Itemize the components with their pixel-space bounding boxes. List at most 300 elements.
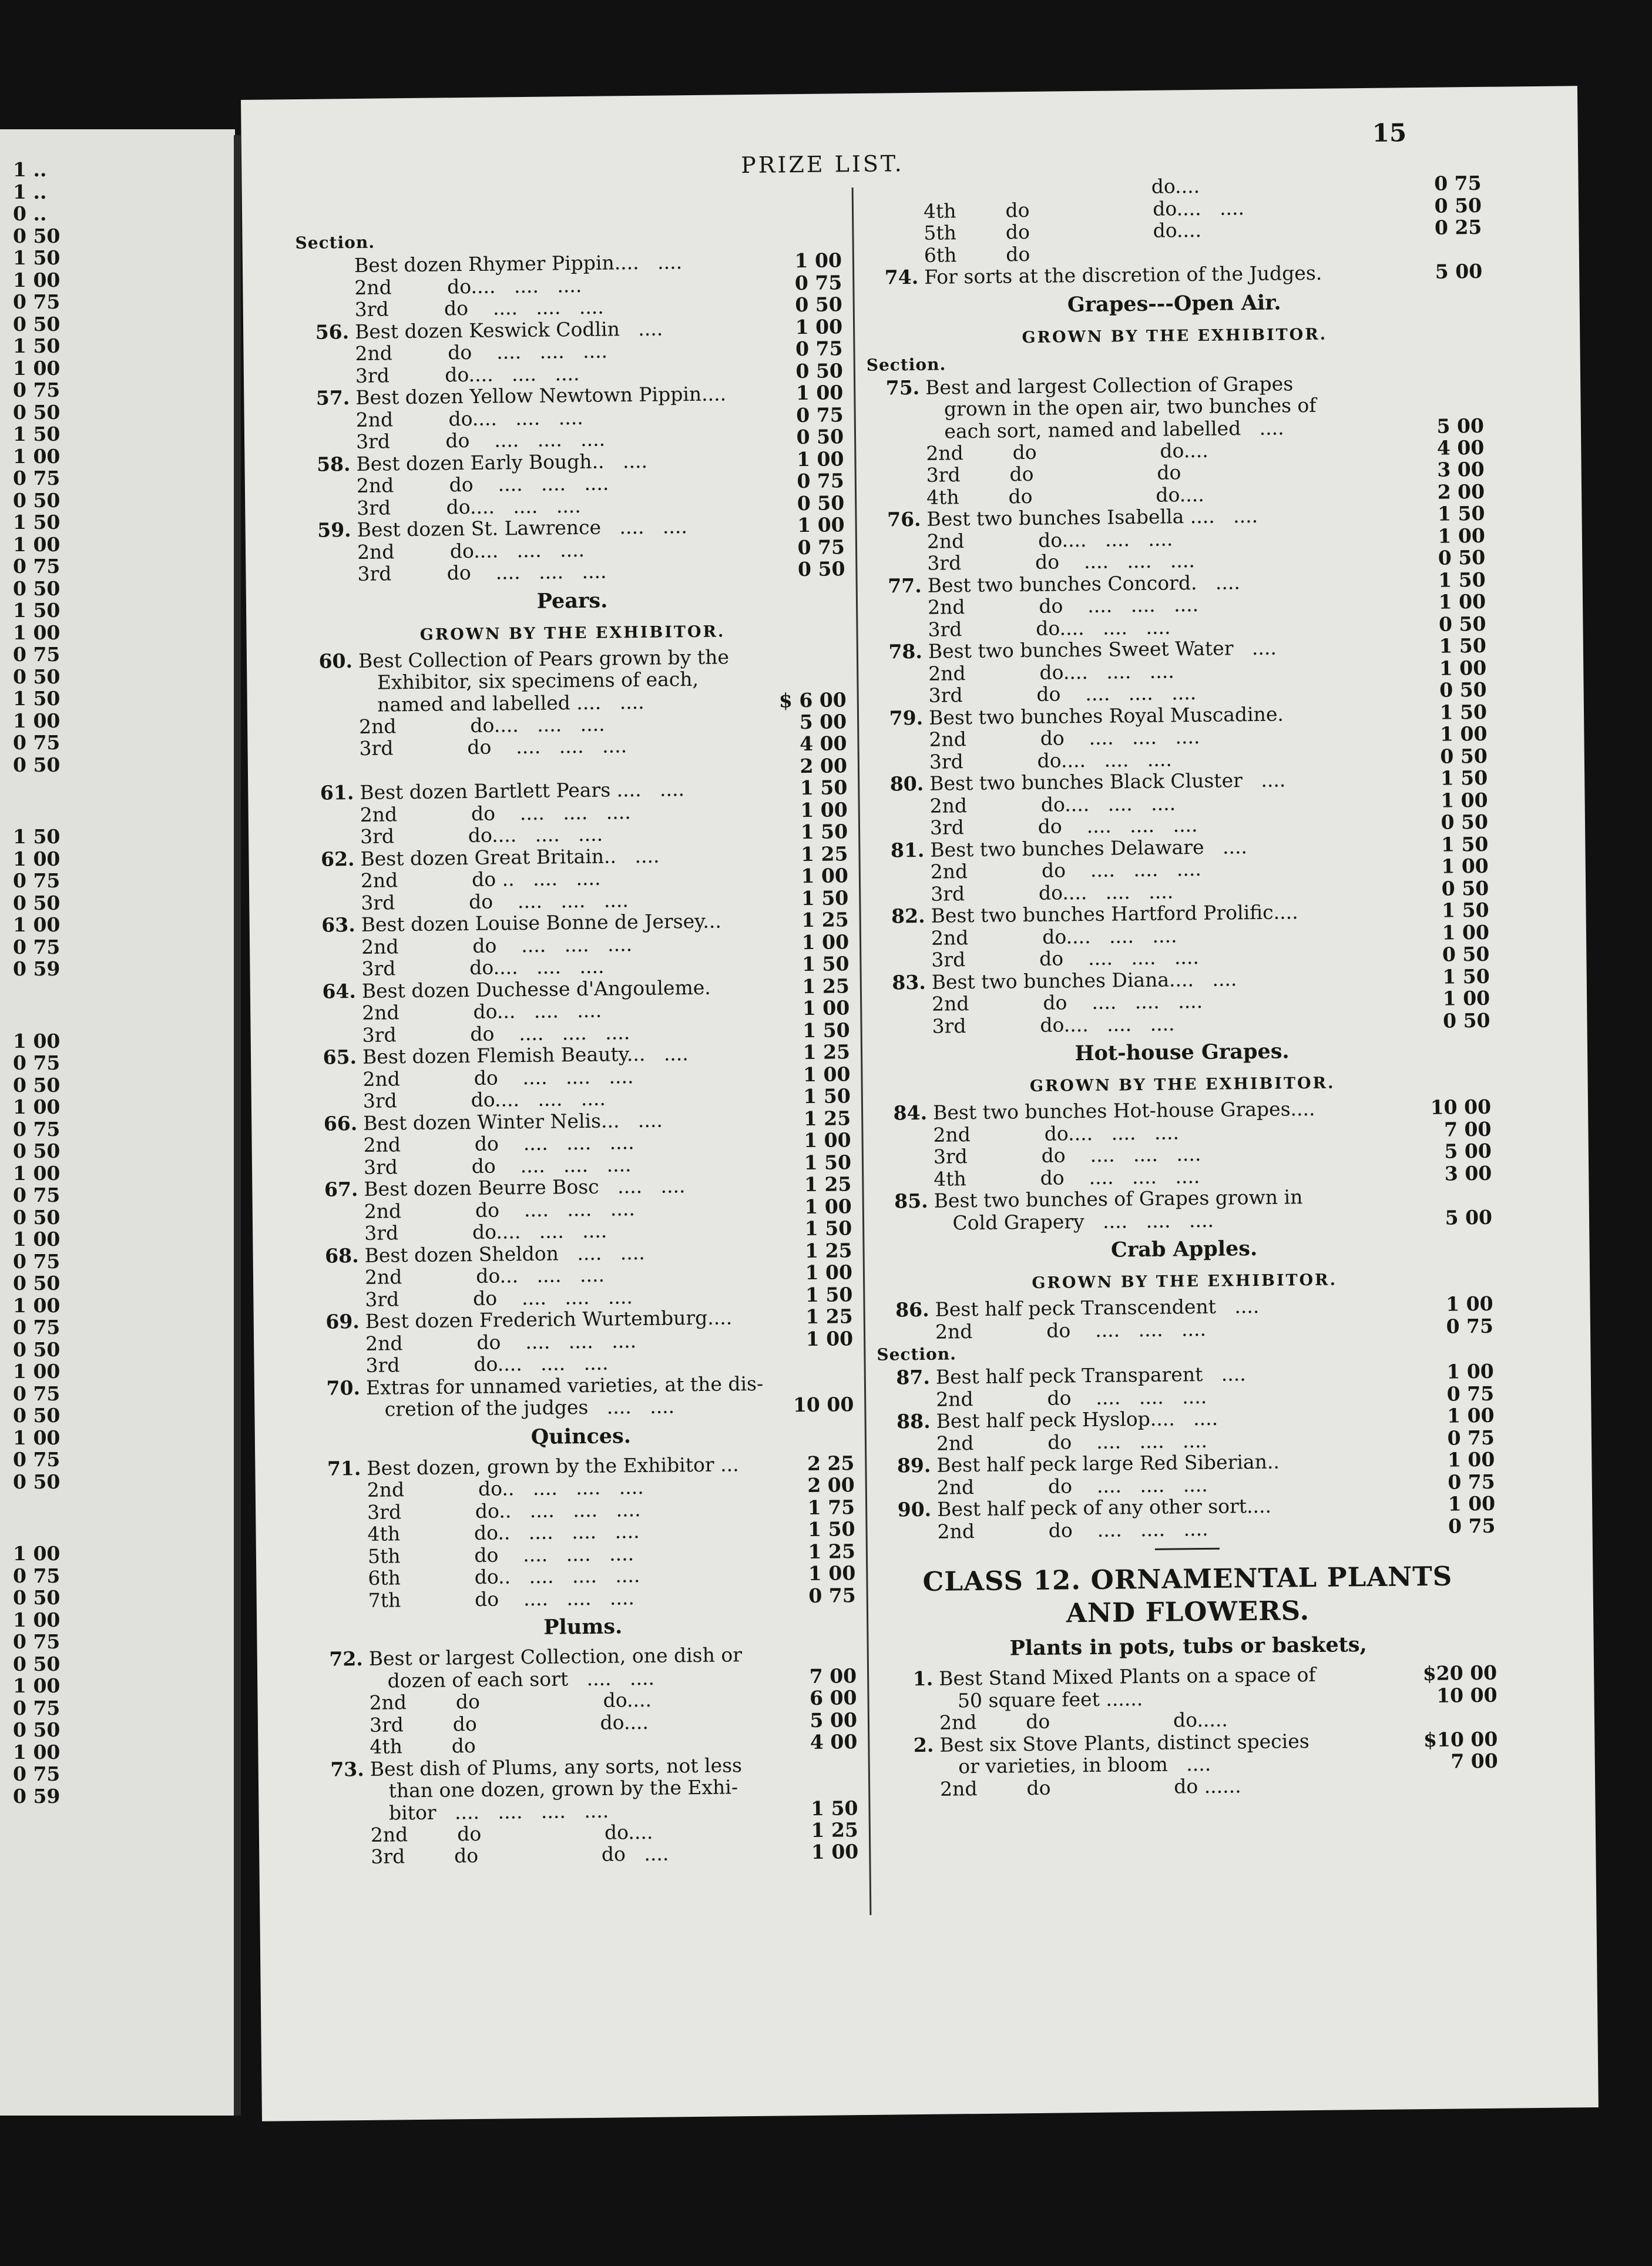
- prize-amount-second: 7 00: [1450, 1749, 1498, 1773]
- left-amount: 1 50: [13, 825, 61, 848]
- prize-amount: 1 25: [801, 908, 849, 932]
- entry-number: 63.: [321, 913, 355, 937]
- prize-amount: 10 00: [1430, 1095, 1492, 1119]
- left-amount: 1 00: [13, 913, 61, 936]
- entry-number: [297, 409, 350, 410]
- entry-number: 73.: [330, 1757, 364, 1781]
- entry-number: [311, 1736, 364, 1737]
- left-amount: 1 00: [13, 1426, 61, 1449]
- entry-number: [865, 222, 918, 223]
- prize-amount: 1 25: [804, 1172, 852, 1196]
- right-page: [241, 86, 1599, 2121]
- entry-description: Best two bunches Hartford Prolific....: [931, 900, 1298, 927]
- prize-amount: 0 50: [795, 293, 842, 317]
- entry-number: [872, 861, 925, 862]
- entry-description: 2nd do .... .... ....: [361, 932, 633, 958]
- entry-description: Best half peck Transparent ....: [935, 1362, 1246, 1389]
- prize-amount: 0 75: [1446, 1382, 1495, 1406]
- entry-description: Best and largest Collection of Grapes grown in the open air, two bunches of each sort, named and labelled ....: [925, 371, 1317, 443]
- entry-number: 85.: [894, 1189, 928, 1213]
- left-amount: 0 50: [13, 1586, 61, 1609]
- entry-description: 4th do do....: [926, 482, 1204, 509]
- left-amount: 0 75: [13, 1630, 61, 1653]
- section-label: Section.: [295, 232, 375, 253]
- entry-number: [878, 1520, 931, 1521]
- prize-amount: 5 00: [799, 709, 847, 733]
- entry-description: 6th do: [924, 242, 1030, 267]
- entry-number: [868, 530, 921, 531]
- entry-number: 86.: [895, 1298, 929, 1322]
- prize-amount-second: 10 00: [1436, 1683, 1497, 1707]
- left-amount: 1 00: [13, 1161, 61, 1185]
- entry-description: 4th do do.... ....: [923, 196, 1245, 223]
- entry-number: 59.: [317, 518, 351, 542]
- prize-amount: 1 00: [805, 1326, 854, 1350]
- prize-amount: 1 00: [1442, 986, 1490, 1010]
- prize-amount: 1 50: [804, 1150, 852, 1174]
- prize-amount: 1 50: [1439, 633, 1487, 658]
- prize-amount: 0 50: [1438, 612, 1486, 636]
- prize-amount: 1 00: [1446, 1403, 1495, 1427]
- left-amount: 0 75: [13, 1696, 61, 1719]
- section-heading: Hot-house Grapes.: [1075, 1039, 1290, 1066]
- entry-number: 66.: [323, 1111, 358, 1135]
- entry-description: Extras for unnamed varieties, at the dis- cretion of the judges .... ....: [365, 1372, 764, 1421]
- entry-description: 3rd do do: [926, 461, 1181, 487]
- entry-description: 3rd do.... .... ....: [355, 361, 580, 387]
- left-amount: 0 50: [13, 753, 61, 776]
- prize-entry: [312, 1841, 858, 1868]
- entry-description: 2nd do .... .... ....: [936, 1473, 1208, 1499]
- prize-amount: 1 50: [1437, 501, 1485, 525]
- prize-amount: 0 50: [796, 425, 844, 449]
- entry-description: 2nd do .... .... ....: [355, 339, 608, 365]
- entry-number: [308, 1479, 361, 1480]
- entry-description: Best dozen Duchesse d'Angouleme.: [361, 976, 711, 1003]
- left-amount: 1 ..: [13, 180, 47, 203]
- left-amount: 1 00: [13, 1740, 61, 1764]
- section-subheading: GROWN BY THE EXHIBITOR.: [1029, 1074, 1335, 1096]
- prize-amount: 0 50: [1442, 1008, 1490, 1033]
- entry-number: [875, 1146, 928, 1147]
- entry-description: Best half peck large Red Siberian..: [936, 1450, 1280, 1477]
- entry-number: [869, 618, 922, 619]
- entry-number: 81.: [890, 838, 925, 862]
- entry-number: 78.: [888, 639, 923, 663]
- prize-amount: 1 25: [802, 974, 850, 998]
- left-amount: 0 75: [13, 290, 61, 313]
- prize-amount: 1 00: [1441, 854, 1489, 878]
- prize-amount: 1 00: [1446, 1359, 1494, 1383]
- entry-description: Best dozen Rhymer Pippin.... ....: [354, 250, 683, 277]
- entry-description: 2nd do .... .... ....: [935, 1317, 1207, 1343]
- prize-amount: 1 50: [800, 820, 848, 844]
- left-amount: 1 00: [13, 356, 61, 380]
- left-amount: 1 00: [13, 1608, 61, 1631]
- prize-amount: 1 00: [808, 1561, 856, 1585]
- entry-number: 84.: [893, 1101, 928, 1125]
- entry-description: Best or largest Collection, one dish or dozen of each sort .... ....: [368, 1643, 743, 1692]
- entry-description: 2nd do do ......: [939, 1774, 1241, 1801]
- entry-number: 75.: [885, 376, 920, 400]
- left-amount: 0 75: [13, 1382, 61, 1405]
- entry-number: 56.: [315, 320, 350, 344]
- prize-amount: 1 50: [803, 1018, 850, 1042]
- entry-number: 74.: [884, 265, 919, 289]
- left-amount: 0 75: [13, 869, 61, 892]
- entry-number: [871, 750, 924, 751]
- entry-description: 2nd do.... .... ....: [355, 405, 583, 431]
- section-label: Section.: [877, 1344, 957, 1365]
- prize-entry: [867, 370, 1484, 443]
- left-amount: 0 75: [13, 1117, 61, 1141]
- entry-number: 79.: [889, 706, 924, 729]
- prize-amount: 1 50: [1440, 766, 1488, 790]
- entry-number: [877, 1388, 930, 1389]
- page-number: 15: [1372, 118, 1407, 148]
- prize-amount: 1 00: [797, 513, 845, 537]
- prize-entry: [307, 1372, 854, 1422]
- left-amount: 0 50: [13, 1404, 61, 1427]
- prize-amount: 0 75: [1434, 171, 1482, 195]
- left-amount: 1 50: [13, 599, 61, 622]
- entry-description: 3rd do.... .... ....: [928, 615, 1171, 641]
- prize-amount: 0 75: [794, 270, 842, 294]
- entry-description: 2nd do .... .... ....: [931, 989, 1203, 1015]
- left-amount: 0 59: [13, 957, 61, 980]
- prize-amount: 1 00: [1441, 788, 1488, 812]
- left-amount: 0 75: [13, 643, 61, 666]
- entry-number: [867, 442, 920, 443]
- entry-number: [877, 1320, 929, 1321]
- entry-number: [878, 1476, 931, 1477]
- prize-amount: 1 00: [804, 1194, 852, 1218]
- entry-description: 5th do .... .... ....: [367, 1541, 634, 1568]
- left-amount: 1 00: [13, 1293, 61, 1317]
- entry-description: 2nd do.... .... ....: [931, 923, 1177, 950]
- entry-number: 87.: [896, 1365, 931, 1389]
- left-amount: 1 00: [13, 621, 61, 644]
- left-amount: 0 75: [13, 1249, 61, 1273]
- entry-description: 3rd do.... .... ....: [932, 1011, 1175, 1038]
- entry-description: 2nd do .... .... ....: [936, 1429, 1208, 1455]
- left-amount: 1 00: [13, 847, 61, 870]
- prize-amount: 0 75: [795, 337, 843, 361]
- entry-description: 2nd do .... .... ....: [937, 1517, 1208, 1543]
- entry-number: [872, 949, 925, 950]
- entry-description: 2nd do... .... ....: [362, 998, 602, 1024]
- prize-amount: 6 00: [809, 1686, 857, 1710]
- prize-amount: 1 00: [805, 1261, 853, 1285]
- entry-description: Best dozen St. Lawrence .... ....: [357, 515, 688, 541]
- entry-number: [310, 1589, 362, 1590]
- prize-amount: 0 75: [1448, 1470, 1495, 1494]
- prize-amount: 1 00: [800, 797, 848, 822]
- section-label: Section.: [866, 354, 946, 375]
- prize-amount: 0 50: [795, 358, 844, 383]
- prize-amount: 1 00: [1439, 722, 1488, 746]
- prize-amount: 1 25: [804, 1238, 852, 1262]
- left-amount: 0 75: [13, 467, 61, 490]
- entry-description: Best dozen Early Bough.. ....: [356, 449, 648, 475]
- entry-description: 4th do .... .... ....: [934, 1164, 1200, 1191]
- entry-description: 2nd do .... .... ....: [929, 725, 1200, 751]
- prize-amount: 1 00: [796, 447, 844, 471]
- entry-number: 89.: [896, 1453, 931, 1477]
- left-amount: 0 75: [13, 1762, 61, 1785]
- entry-description: 2nd do.... .... ....: [354, 273, 582, 299]
- prize-amount: 1 00: [811, 1840, 859, 1863]
- left-amount: 0 59: [13, 1784, 61, 1808]
- prize-amount: 1 25: [800, 842, 848, 866]
- entry-number: [302, 892, 355, 893]
- prize-amount: 1 00: [794, 249, 842, 273]
- left-amount: 0 50: [13, 1139, 61, 1162]
- prize-entry: [311, 1753, 858, 1825]
- entry-number: [878, 1432, 931, 1433]
- entry-description: Best dozen Bartlett Pears .... ....: [360, 777, 685, 804]
- left-amount: 0 50: [13, 312, 61, 336]
- prize-amount: 1 00: [1445, 1292, 1493, 1316]
- prize-amount: 1 75: [807, 1495, 855, 1519]
- entry-number: 61.: [320, 781, 354, 805]
- entry-number: [304, 1068, 357, 1069]
- entry-number: 2.: [913, 1733, 934, 1757]
- entry-description: 3rd do.... .... ....: [929, 747, 1173, 773]
- entry-number: 90.: [897, 1497, 932, 1521]
- entry-number: [868, 486, 921, 487]
- prize-amount: $10 00: [1423, 1727, 1498, 1751]
- left-amount-gap: [13, 980, 78, 1030]
- left-amount: 0 75: [13, 378, 61, 401]
- left-amount: 0 50: [13, 891, 61, 914]
- prize-amount: 2 00: [1437, 480, 1485, 504]
- prize-amount: 1 50: [801, 886, 849, 910]
- entry-description: 3rd do .... .... ....: [928, 681, 1197, 707]
- entry-description: 2nd do.... .... ....: [926, 527, 1173, 553]
- left-amount: 0 50: [13, 224, 61, 247]
- prize-amount: 0 75: [808, 1583, 856, 1607]
- entry-number: [298, 563, 351, 564]
- prize-amount: 0 50: [797, 491, 845, 515]
- prize-amount: 1 25: [803, 1040, 851, 1064]
- entry-description: 2nd do .... .... ....: [362, 1064, 634, 1091]
- section-heading: Pears.: [536, 588, 608, 614]
- entry-number: [305, 1222, 358, 1223]
- prize-amount: 7 00: [809, 1664, 857, 1688]
- entry-description: 2nd do.... .... ....: [358, 712, 605, 738]
- section-subheading: GROWN BY THE EXHIBITOR.: [1022, 325, 1328, 347]
- entry-description: 3rd do .... .... ....: [354, 295, 605, 321]
- left-amount: 0 75: [13, 1564, 61, 1587]
- entry-description: Best Collection of Pears grown by the Exhibitor, six specimens of each, named and labelled .... ....: [358, 645, 730, 716]
- entry-number: 76.: [887, 507, 921, 531]
- left-amount: 0 50: [13, 665, 61, 688]
- entry-description: 3rd do.... .... ....: [365, 1351, 609, 1377]
- entry-number: [298, 497, 351, 498]
- entry-number: [873, 993, 926, 994]
- entry-number: 60.: [318, 649, 353, 673]
- left-amount: 1 00: [13, 1095, 61, 1118]
- left-amount: 0 75: [13, 555, 61, 578]
- entry-number: [306, 1266, 359, 1267]
- entry-number: 58.: [316, 452, 351, 476]
- left-amount: 0 50: [13, 400, 61, 424]
- prize-amount: 1 00: [801, 864, 849, 888]
- prize-amount: 0 75: [1448, 1514, 1496, 1538]
- left-amount: 1 50: [13, 334, 61, 357]
- prize-amount: 1 00: [803, 1062, 851, 1086]
- entry-number: 65.: [323, 1045, 357, 1069]
- entry-description: 3rd do.... .... ....: [361, 954, 605, 980]
- entry-description: 3rd do .... .... ....: [365, 1285, 633, 1311]
- prize-amount: 5 00: [1444, 1139, 1492, 1163]
- entry-number: [869, 596, 922, 597]
- entry-description: 2nd do... .... ....: [364, 1263, 605, 1289]
- prize-amount: 4 00: [799, 732, 847, 756]
- entry-description: Best dozen Frederich Wurtemburg....: [365, 1306, 733, 1333]
- prize-amount: 0 50: [1438, 545, 1486, 569]
- entry-number: 62.: [320, 847, 355, 871]
- entry-description: 3rd do .... .... ....: [359, 734, 627, 760]
- entry-description: 3rd do .... .... ....: [933, 1142, 1201, 1168]
- entry-number: 64.: [322, 979, 357, 1003]
- left-column: [295, 226, 858, 1868]
- left-amount: 0 50: [13, 1652, 61, 1675]
- entry-number: [297, 365, 350, 366]
- entry-description: Best two bunches Delaware ....: [930, 834, 1248, 862]
- prize-amount: 1 25: [808, 1539, 856, 1563]
- entry-number: [869, 662, 922, 663]
- prize-amount: 1 50: [1441, 898, 1489, 922]
- entry-description: 2nd do .... .... ....: [936, 1385, 1207, 1411]
- left-amount-gap: [13, 776, 78, 826]
- entry-description: Best two bunches Isabella .... ....: [926, 504, 1258, 531]
- prize-amount: 2 25: [807, 1451, 855, 1475]
- entry-number: 68.: [324, 1243, 359, 1268]
- entry-description: Best dozen Yellow Newtown Pippin....: [355, 382, 727, 409]
- prize-amount: 1 00: [1442, 920, 1490, 944]
- entry-description: 3rd do do ....: [371, 1842, 669, 1868]
- left-amount: 0 75: [13, 1051, 61, 1074]
- prize-amount: [774, 1349, 853, 1350]
- prize-amount: 1 50: [1438, 568, 1486, 592]
- prize-amount: 3 00: [1437, 457, 1485, 481]
- entry-number: [296, 254, 348, 255]
- entry-description: 3rd do .... .... ....: [929, 813, 1198, 839]
- entry-number: 71.: [327, 1456, 361, 1480]
- prize-entry: [310, 1642, 857, 1692]
- prize-amount: 1 00: [1448, 1491, 1496, 1516]
- entry-number: [868, 464, 921, 465]
- left-amount: 1 00: [13, 532, 61, 556]
- entry-description: 2nd do.... .... ....: [928, 659, 1174, 685]
- entry-description: 3rd do .... .... ....: [931, 946, 1200, 971]
- entry-description: 3rd do.... .... ....: [362, 1087, 606, 1112]
- prize-amount: 0 25: [1434, 215, 1482, 239]
- entry-number: [298, 541, 351, 542]
- left-amount: 0 75: [13, 731, 61, 754]
- prize-amount: 1 50: [1442, 964, 1490, 988]
- left-amount: 1 00: [13, 709, 61, 732]
- left-amount: 1 00: [13, 1360, 61, 1383]
- prize-amount: 10 00: [793, 1393, 854, 1417]
- left-amount-gap: [13, 1493, 78, 1543]
- entry-number: 1.: [912, 1667, 934, 1691]
- prize-amount: 1 00: [1438, 524, 1486, 548]
- prize-entry: [300, 645, 847, 716]
- left-amount: 1 50: [13, 511, 61, 534]
- entry-number: [303, 936, 355, 937]
- entry-description: Best dozen, grown by the Exhibitor ...: [367, 1452, 739, 1480]
- entry-description: 3rd do .... .... ....: [355, 427, 606, 453]
- class-title: CLASS 12. ORNAMENTAL PLANTS: [922, 1560, 1453, 1597]
- prize-amount: 1 50: [805, 1282, 853, 1306]
- prize-amount: 1 50: [1441, 832, 1489, 856]
- entry-description: 3rd do .... .... ....: [361, 888, 629, 914]
- section-heading: Grapes---Open Air.: [1067, 290, 1281, 317]
- entry-description: 2nd do .... .... ....: [930, 857, 1202, 883]
- entry-description: Best dozen Flemish Beauty... ....: [362, 1042, 689, 1068]
- entry-description: Best two bunches Hot-house Grapes....: [932, 1097, 1315, 1124]
- left-amount: 0 50: [13, 1338, 61, 1361]
- prize-amount: 0 50: [1442, 942, 1490, 966]
- entry-description: Best two bunches Concord. ....: [927, 570, 1241, 597]
- entry-description: 6th do.. .... .... ....: [368, 1564, 640, 1590]
- left-amount: 0 50: [13, 576, 61, 600]
- prize-amount: 0 75: [797, 535, 845, 559]
- entry-description: Best Stand Mixed Plants on a space of 50 square feet ......: [938, 1662, 1316, 1712]
- entry-description: 2nd do .... .... ....: [360, 800, 631, 826]
- entry-description: 3rd do.... .... ....: [364, 1219, 607, 1245]
- entry-description: 5th do do....: [924, 218, 1202, 244]
- entry-number: [308, 1523, 361, 1524]
- left-amount: 0 50: [13, 1718, 61, 1741]
- prize-amount: 0 50: [1441, 876, 1489, 900]
- section-heading: Crab Apples.: [1110, 1236, 1258, 1262]
- entry-description: 2nd do .... .... ....: [356, 471, 609, 497]
- left-amount: 0 50: [13, 1272, 61, 1295]
- prize-amount: 1 00: [1447, 1447, 1495, 1471]
- left-amount: 1 00: [13, 1029, 61, 1052]
- prize-amount: [1403, 238, 1482, 239]
- prize-amount: 1 50: [800, 776, 848, 800]
- class-title: AND FLOWERS.: [1066, 1595, 1310, 1629]
- section-heading: Plums.: [543, 1614, 623, 1640]
- entry-number: 69.: [325, 1310, 360, 1333]
- entry-description: Best six Stove Plants, distinct species or varieties, in bloom ....: [939, 1729, 1309, 1778]
- prize-amount: 1 00: [1438, 589, 1486, 614]
- entry-description: Best two bunches Sweet Water ....: [928, 636, 1277, 663]
- entry-number: [864, 178, 917, 179]
- entry-number: 88.: [896, 1409, 931, 1433]
- prize-amount: 5 00: [1436, 414, 1485, 438]
- left-amount: 0 50: [13, 488, 61, 512]
- prize-entry: [880, 1662, 1497, 1712]
- prize-amount: 1 50: [807, 1517, 855, 1541]
- entry-description: Best dozen Keswick Codlin ....: [354, 317, 663, 343]
- left-amount: 1 ..: [13, 158, 47, 181]
- prize-entry: [875, 1184, 1492, 1235]
- entry-number: 77.: [888, 574, 922, 598]
- entry-number: [309, 1545, 362, 1546]
- prize-amount: 0 75: [1447, 1426, 1495, 1450]
- entry-number: [301, 804, 354, 805]
- prize-amount: 1 00: [1439, 656, 1487, 680]
- entry-description: 3rd do do....: [369, 1710, 649, 1737]
- entry-number: [309, 1567, 362, 1568]
- entry-description: 3rd do .... .... ....: [927, 549, 1196, 575]
